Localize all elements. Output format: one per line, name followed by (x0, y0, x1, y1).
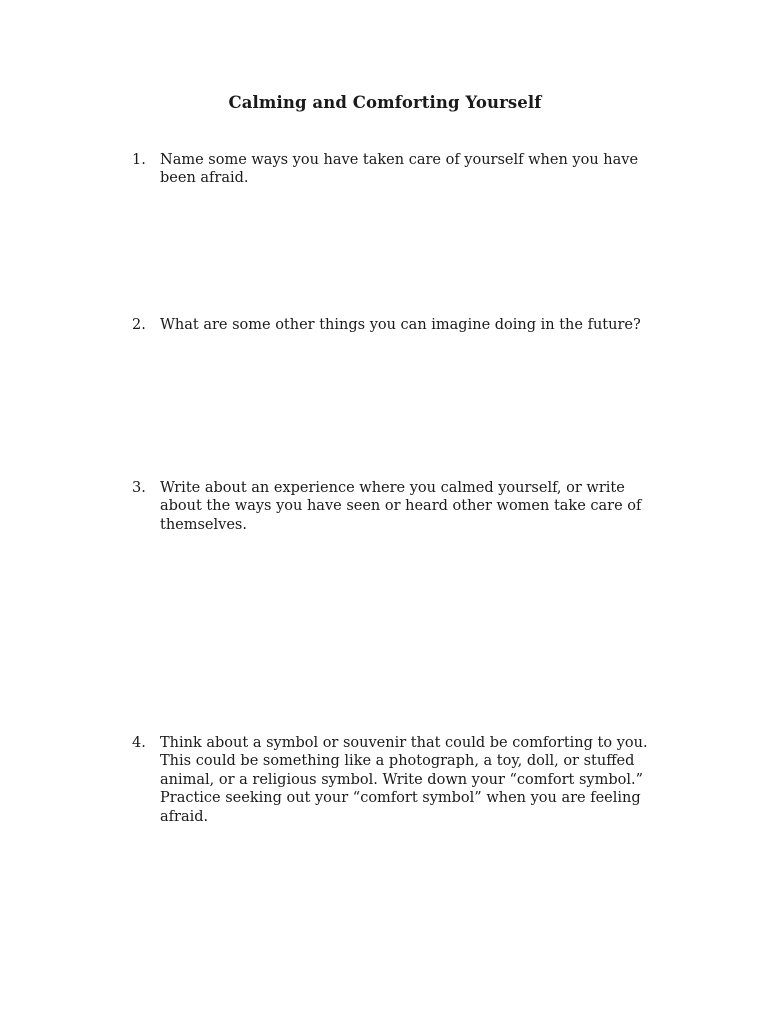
question-text: Write about an experience where you calmed yourself, or write about the ways you have seen or heard other women take care of themselves. (160, 480, 642, 533)
question-item-2 (132, 316, 672, 334)
question-text: Name some ways you have taken care of yourself when you have been afraid. (160, 152, 639, 187)
question-item-3 (132, 479, 672, 534)
question-text: What are some other things you can imagine doing in the future? (160, 317, 641, 333)
question-number: 4. (132, 735, 146, 751)
question-number: 3. (132, 480, 146, 496)
question-item-4 (132, 734, 672, 826)
page-title: Calming and Comforting Yourself (228, 93, 542, 112)
question-item-1 (132, 151, 672, 188)
question-text: Think about a symbol or souvenir that could be comforting to you. This could be something like a photograph, a toy, doll, or stuffed animal, or a religious symbol. Write down your “comfort symbol.” Practice seeking out your “comfort symbol” when you are feeling afraid. (160, 735, 648, 825)
question-number: 1. (132, 152, 146, 168)
question-number: 2. (132, 317, 146, 333)
